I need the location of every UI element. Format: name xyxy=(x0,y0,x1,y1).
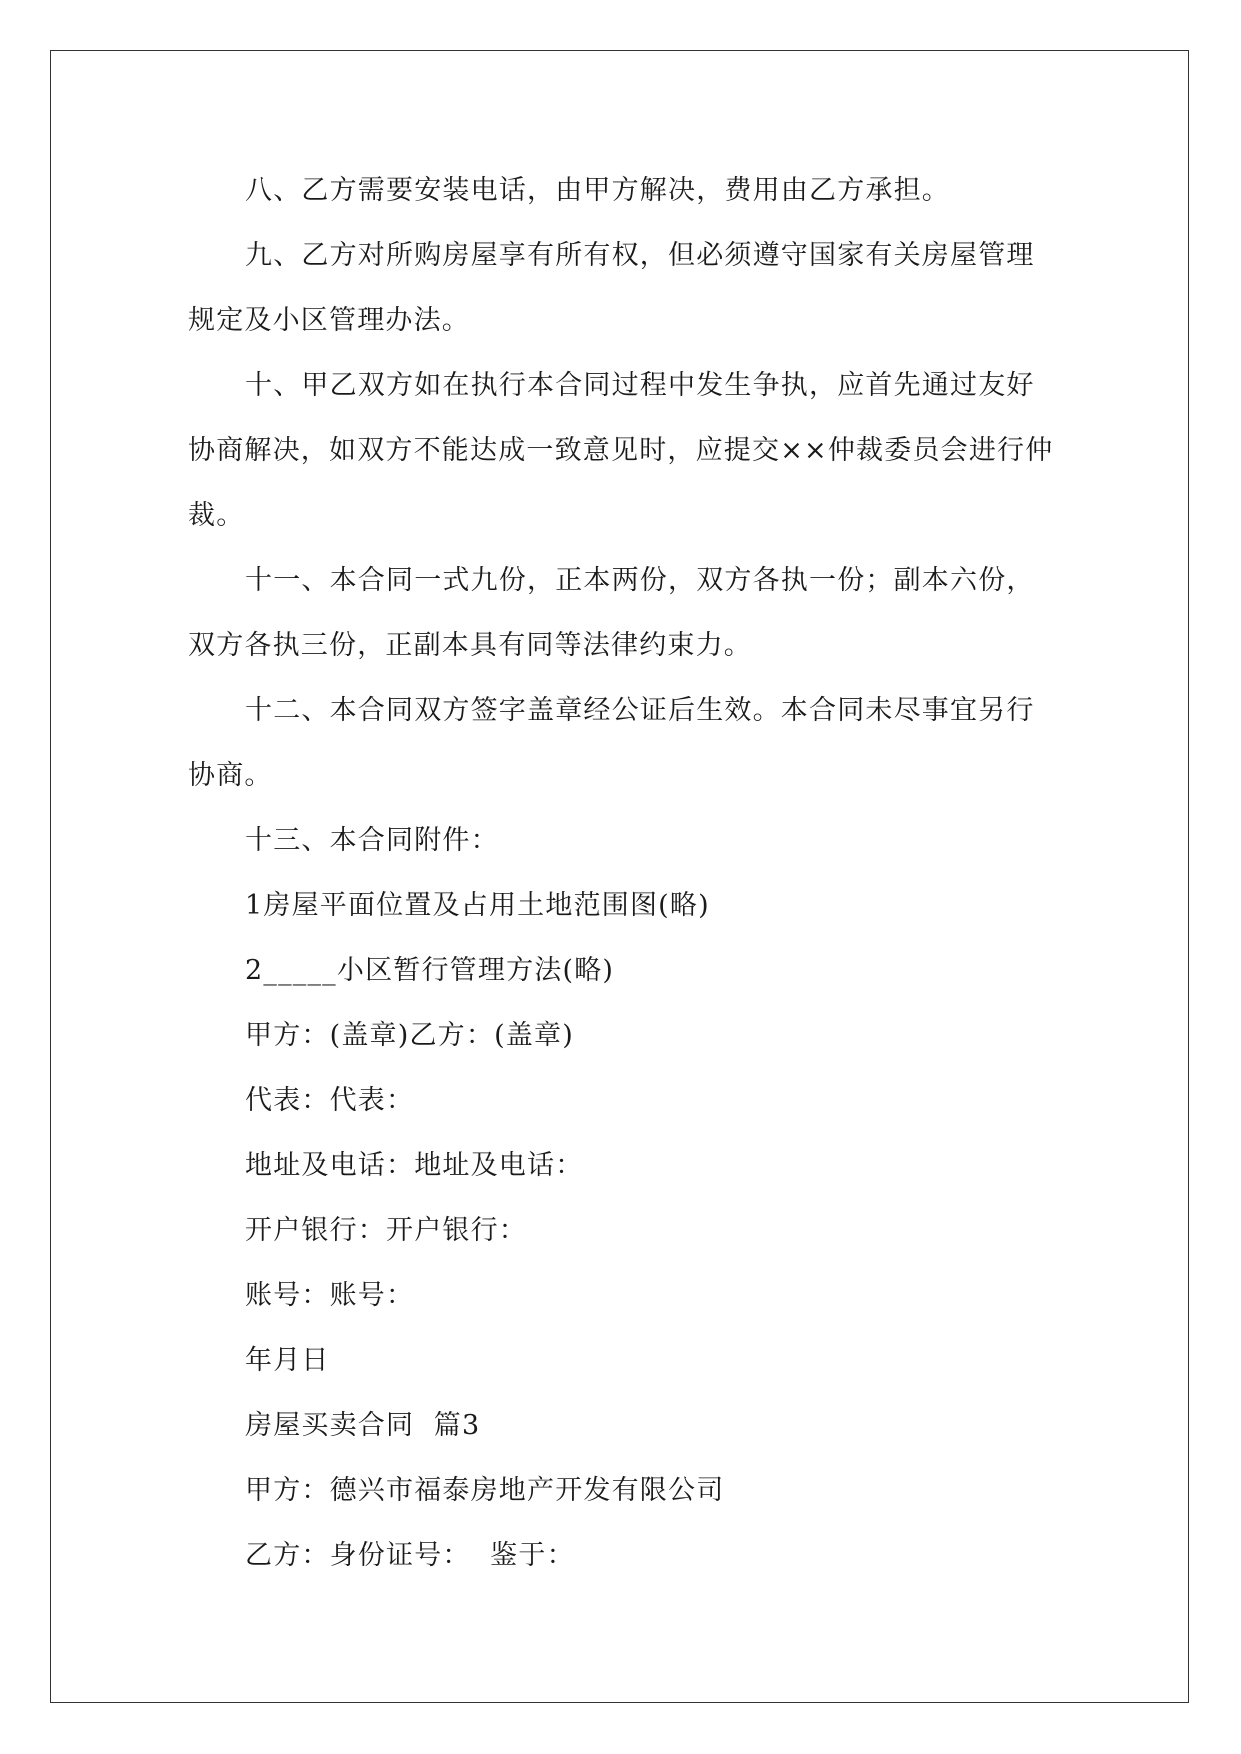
signature-representative-line: 代表：代表： xyxy=(245,1085,415,1116)
clause-13: 十三、本合同附件： xyxy=(245,825,499,856)
signature-party-line: 甲方：(盖章)乙方：(盖章) xyxy=(245,1020,574,1051)
document-body xyxy=(188,158,1058,1588)
signature-date-line: 年月日 xyxy=(245,1345,330,1376)
clause-8: 八、乙方需要安装电话，由甲方解决，费用由乙方承担。 xyxy=(245,175,950,206)
party-b-line: 乙方：身份证号： 鉴于： xyxy=(245,1540,575,1571)
clause-9: 九、乙方对所购房屋享有所有权，但必须遵守国家有关房屋管理规定及小区管理办法。 xyxy=(188,240,1035,336)
signature-address-line: 地址及电话：地址及电话： xyxy=(245,1150,584,1181)
clause-10: 十、甲乙双方如在执行本合同过程中发生争执，应首先通过友好协商解决，如双方不能达成一致意见时，应提交××仲裁委员会进行仲裁。 xyxy=(188,370,1054,531)
attachment-1: 1房屋平面位置及占用土地范围图(略) xyxy=(245,890,710,921)
signature-bank-line: 开户银行：开户银行： xyxy=(245,1215,527,1246)
party-a-line: 甲方：德兴市福泰房地产开发有限公司 xyxy=(245,1475,725,1506)
section-title: 房屋买卖合同 篇3 xyxy=(245,1410,481,1441)
clause-11: 十一、本合同一式九份，正本两份，双方各执一份；副本六份，双方各执三份，正副本具有同等法律约束力。 xyxy=(188,565,1035,661)
signature-account-line: 账号：账号： xyxy=(245,1280,415,1311)
attachment-2: 2_____小区暂行管理方法(略) xyxy=(245,955,615,986)
clause-12: 十二、本合同双方签字盖章经公证后生效。本合同未尽事宜另行协商。 xyxy=(188,695,1035,791)
